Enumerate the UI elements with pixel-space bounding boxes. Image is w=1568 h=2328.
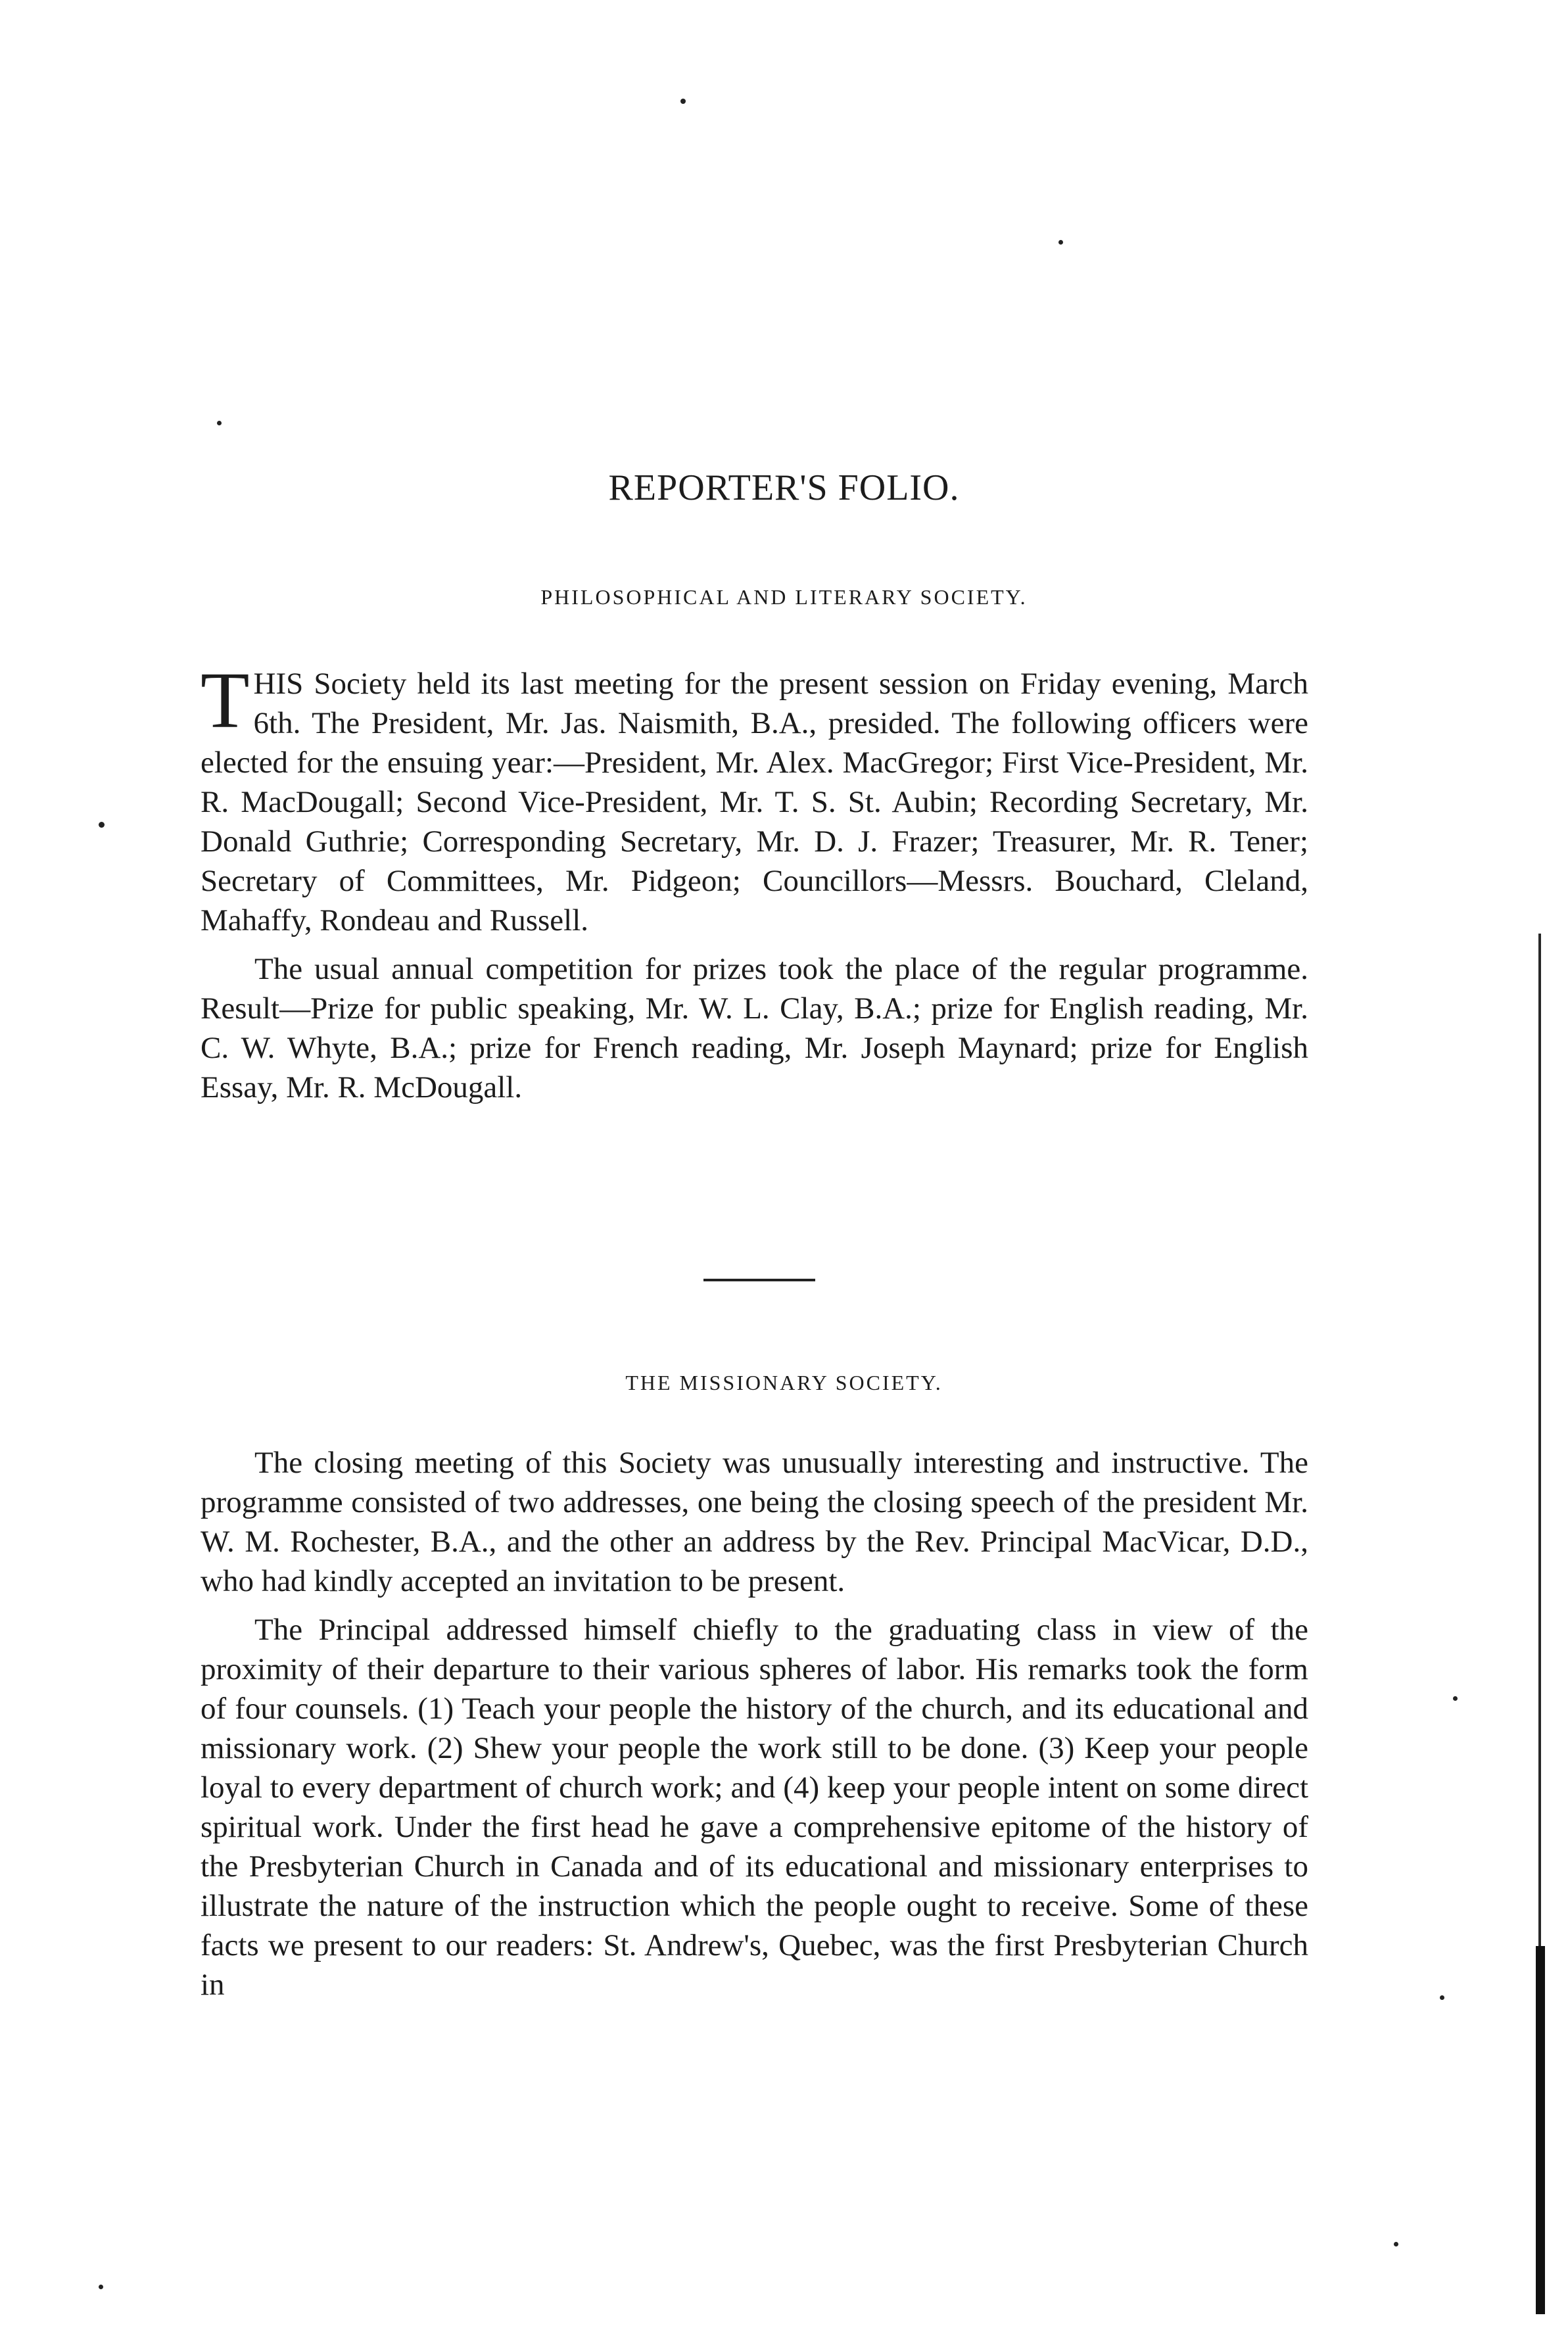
scan-speck [99,2285,103,2289]
paragraph: The closing meeting of this Society was unusually interesting and instructive. The programme consisted of two addresses, one being the closing speech of the president Mr. W. M. Rochester, B.A., and the other an address by the Rev. Principal MacVicar, D.D., who had kindly accepted an invitation to be present. [201,1446,1308,1598]
scan-speck [99,822,105,828]
scan-speck [1440,1995,1444,2000]
scan-speck [1453,1696,1458,1701]
section-body-missionary-society [201,1443,1308,2014]
scan-speck [217,421,222,425]
page-title: REPORTER'S FOLIO. [608,467,960,508]
scan-speck [680,99,686,104]
section-body-philosophical-society [201,656,1308,1116]
paragraph: The usual annual competition for prizes took the place of the regular programme. Result—Prize for public speaking, Mr. W. L. Clay, B.A.; prize for English reading, Mr. C. W. Whyte, B.A.; prize for French reading, Mr. Joseph Maynard; prize for English Essay, Mr. R. McDougall. [201,952,1308,1105]
paragraph-text: HIS Society held its last meeting for the present session on Friday evening, March 6th. The President, Mr. Jas. Naismith, B.A., presided. The following officers were elected for the ensuing year:—President, Mr. Alex. MacGregor; First Vice-President, Mr. R. MacDougall; Second Vice-President, Mr. T. S. St. Aubin; Recording Secretary, Mr. Donald Guthrie; Corresponding Secretary, Mr. D. J. Frazer; Treasurer, Mr. R. Tener; Secretary of Committees, Mr. Pidgeon; Councillors—Messrs. Bouchard, Cleland, Mahaffy, Rondeau and Russell. [201,667,1308,938]
scan-speck [1394,2242,1398,2246]
section-heading-philosophical-society: PHILOSOPHICAL AND LITERARY SOCIETY. [540,585,1028,609]
section-heading-missionary-society: THE MISSIONARY SOCIETY. [625,1371,943,1394]
section-divider [703,1279,815,1281]
drop-cap: T [201,656,250,745]
page-edge-shadow [1536,1946,1545,2314]
paragraph: The Principal addressed himself chiefly to the graduating class in view of the proximity of their departure to their various spheres of labor. His remarks took the form of four counsels. (1) Teach your people the history of the church, and its educational and missionary work. (2) Shew your people the work still to be done. (3) Keep your people loyal to every department of church work; and (4) keep your people intent on some direct spiritual work. Under the first head he gave a comprehensive epitome of the history of the Presbyterian Church in Canada and of its educational and missionary enterprises to illustrate the nature of the instruction which the people ought to receive. Some of these facts we present to our readers: St. Andrew's, Quebec, was the first Presbyterian Church in [201,1613,1308,2002]
scan-speck [1058,240,1063,245]
page-edge-shadow [1538,934,1541,1953]
paragraph [201,656,1308,940]
